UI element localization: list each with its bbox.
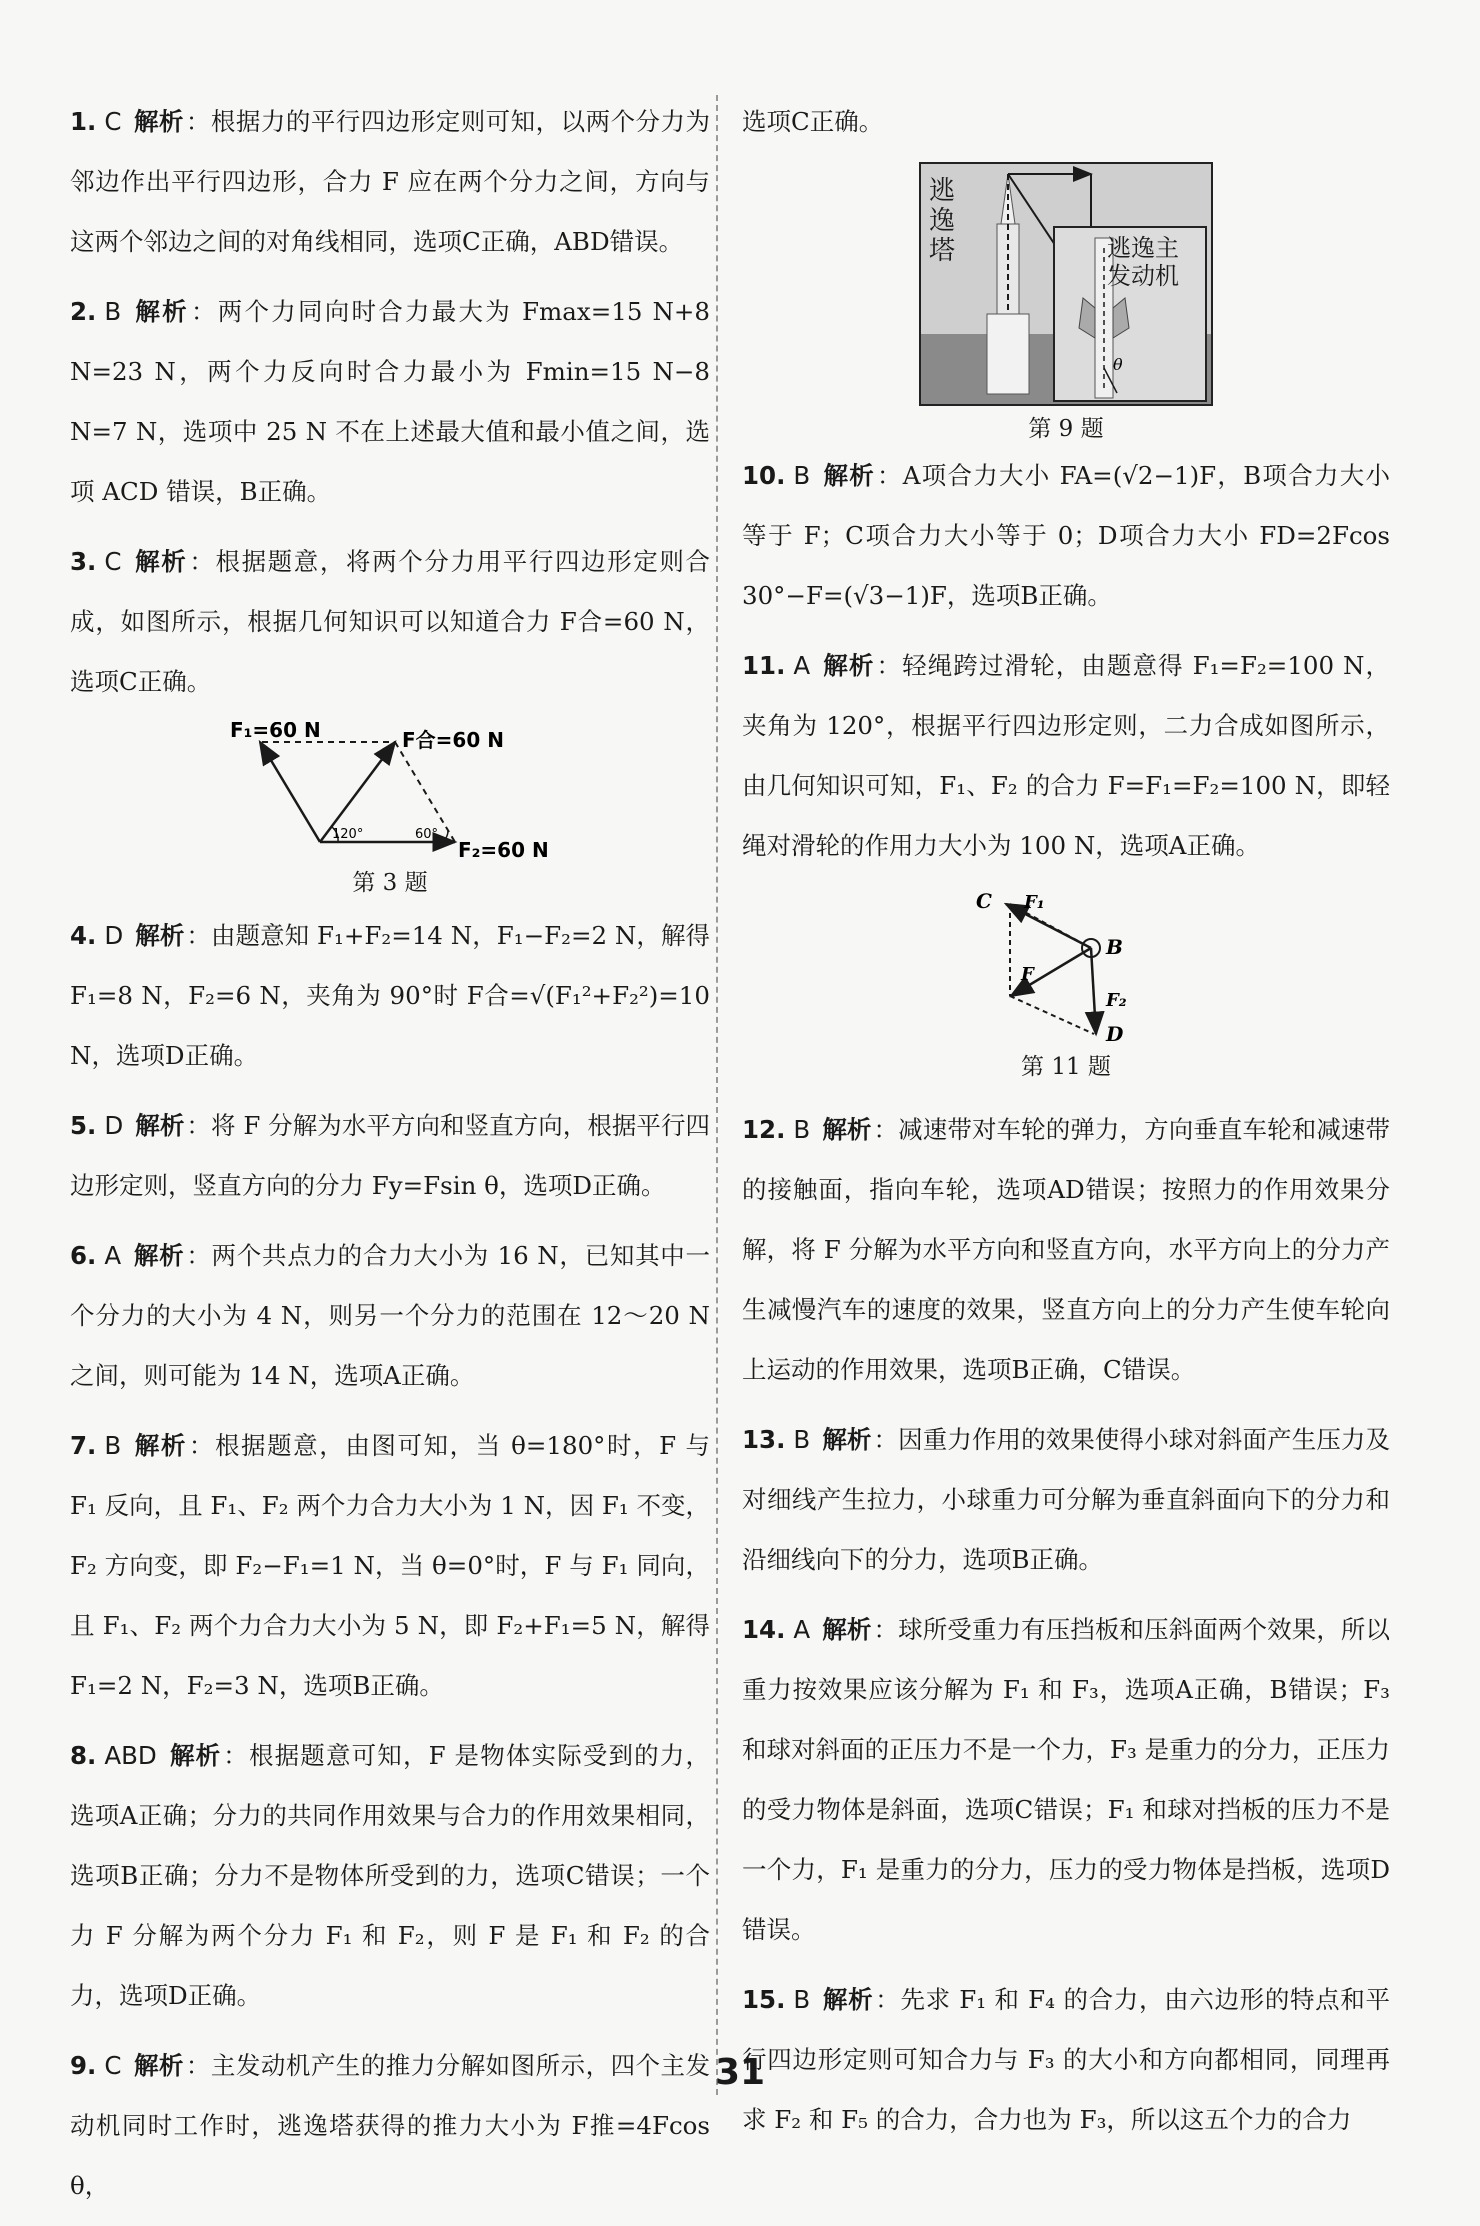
fig3-angle-60: 60° [415, 827, 439, 842]
figure-11 [966, 886, 1166, 1086]
answer-item-14: 14. A 解析：球所受重力有压挡板和压斜面两个效果，所以重力按效果应该分解为 F₁ 和 F₃，选项A正确，B错误；F₃ 和球对斜面的正压力不是一个力，F₃ 是重力的分力，正压力的受力物体是斜面，选项C错误；F₁ 和球对挡板的压力不是一个力，F₁ 是重力的分力，压力的受力物体是挡板，选项D错误。 [742, 1615, 1391, 1944]
answer-item-15: 15. B 解析：先求 F₁ 和 F₄ 的合力，由六边形的特点和平行四边形定则可知合力与 F₃ 的大小和方向都相同，同理再求 F₂ 和 F₅ 的合力，合力也为 F₃，所以这五个力的合力 [742, 1985, 1391, 2134]
column-divider [716, 95, 718, 2095]
figure-3 [220, 722, 560, 896]
fig3-fhe-label: F合=60 N [402, 728, 504, 752]
figure-3-caption: 第 3 题 [352, 870, 428, 896]
answer-item-5: 5. D 解析：将 F 分解为水平方向和竖直方向，根据平行四边形定则，竖直方向的分力 Fy=Fsin θ，选项D正确。 [70, 1111, 711, 1200]
answer-item-11: 11. A 解析：轻绳跨过滑轮，由题意得 F₁=F₂=100 N，夹角为 120°，根据平行四边形定则，二力合成如图所示，由几何知识可知，F₁、F₂ 的合力 F=F₁=F₂=100 N，即轻绳对滑轮的作用力大小为 100 N，选项A正确。 [742, 651, 1391, 860]
page-number: 31 [715, 2052, 766, 2093]
answer-item-4: 4. D 解析：由题意知 F₁+F₂=14 N，F₁−F₂=2 N，解得 F₁=8 N，F₂=6 N，夹角为 90°时 F合=√(F₁²+F₂²)=10 N，选项D正确。 [70, 921, 711, 1070]
answer-item-7: 7. B 解析：根据题意，由图可知，当 θ=180°时，F 与 F₁ 反向，且 F₁、F₂ 两个力合力大小为 1 N，因 F₁ 不变，F₂ 方向变，即 F₂−F₁=1 N，当 θ=0°时，F 与 F₁ 同向，且 F₁、F₂ 两个力合力大小为 5 N，即 F₂+F₁=5 N，解得 F₁=2 N，F₂=3 N，选项B正确。 [70, 1431, 710, 1700]
answer-item-8: 8. ABD 解析：根据题意可知，F 是物体实际受到的力，选项A正确；分力的共同作用效果与合力的作用效果相同，选项B正确；分力不是物体所受到的力，选项C错误；一个力 F 分解为两个分力 F₁ 和 F₂，则 F 是 F₁ 和 F₂ 的合力，选项D正确。 [70, 1741, 711, 2010]
answer-item-9-continued: 选项C正确。 [742, 107, 884, 136]
answer-item-2: 2. B 解析：两个力同向时合力最大为 Fmax=15 N+8 N=23 N，两个力反向时合力最小为 Fmin=15 N−8 N=7 N，选项中 25 N 不在上述最大值和最小值之间，选项 ACD 错误，B正确。 [70, 297, 710, 506]
fig3-angle-120: 120° [332, 827, 364, 842]
figure-9-caption: 第 9 题 [1028, 416, 1104, 442]
figure-9-photo [919, 162, 1213, 406]
answer-item-1: 1. C 解析：根据力的平行四边形定则可知，以两个分力为邻边作出平行四边形，合力 F 应在两个分力之间，方向与这两个邻边之间的对角线相同，选项C正确，ABD错误。 [70, 107, 711, 256]
fig11-f2-label: F₂ [1106, 990, 1127, 1011]
figure-11-diagram [966, 886, 1166, 1046]
fig11-d-label: D [1106, 1022, 1124, 1046]
answer-item-3: 3. C 解析：根据题意，将两个分力用平行四边形定则合成，如图所示，根据几何知识可以知道合力 F合=60 N，选项C正确。 [70, 547, 711, 696]
fig11-f1-label: F₁ [1024, 892, 1045, 913]
fig11-b-label: B [1106, 935, 1123, 959]
right-column [742, 92, 1390, 2160]
answer-item-12: 12. B 解析：减速带对车轮的弹力，方向垂直车轮和减速带的接触面，指向车轮，选项AD错误；按照力的作用效果分解，将 F 分解为水平方向和竖直方向，水平方向上的分力产生减慢汽车的速度的效果，竖直方向上的分力产生使车轮向上运动的作用效果，选项B正确，C错误。 [742, 1115, 1391, 1384]
answer-item-6: 6. A 解析：两个共点力的合力大小为 16 N，已知其中一个分力的大小为 4 N，则另一个分力的范围在 12～20 N 之间，则可能为 14 N，选项A正确。 [70, 1241, 711, 1390]
fig3-f2-label: F₂=60 N [458, 838, 549, 862]
left-column [70, 92, 710, 2226]
figure-9 [742, 162, 1390, 446]
fig11-f-label: F [1021, 964, 1034, 985]
inset-theta-label: θ [1113, 355, 1123, 374]
main-engine-label: 逃逸主发动机 [1107, 234, 1179, 290]
answer-item-13: 13. B 解析：因重力作用的效果使得小球对斜面产生压力及对细线产生拉力，小球重力可分解为垂直斜面向下的分力和沿细线向下的分力，选项B正确。 [742, 1425, 1391, 1574]
fig3-f1-label: F₁=60 N [230, 722, 321, 742]
fig11-c-label: C [976, 889, 992, 913]
answer-item-10: 10. B 解析：A项合力大小 FA=(√2−1)F，B项合力大小等于 F；C项合力大小等于 0；D项合力大小 FD=2Fcos 30°−F=(√3−1)F，选项B正确。 [742, 461, 1390, 610]
escape-tower-label: 逃逸塔 [929, 176, 956, 266]
figure-11-caption: 第 11 题 [1021, 1054, 1111, 1080]
answer-item-9: 9. C 解析：主发动机产生的推力分解如图所示，四个主发动机同时工作时，逃逸塔获得的推力大小为 F推=4Fcos θ， [70, 2051, 711, 2200]
figure-3-diagram [220, 722, 560, 862]
